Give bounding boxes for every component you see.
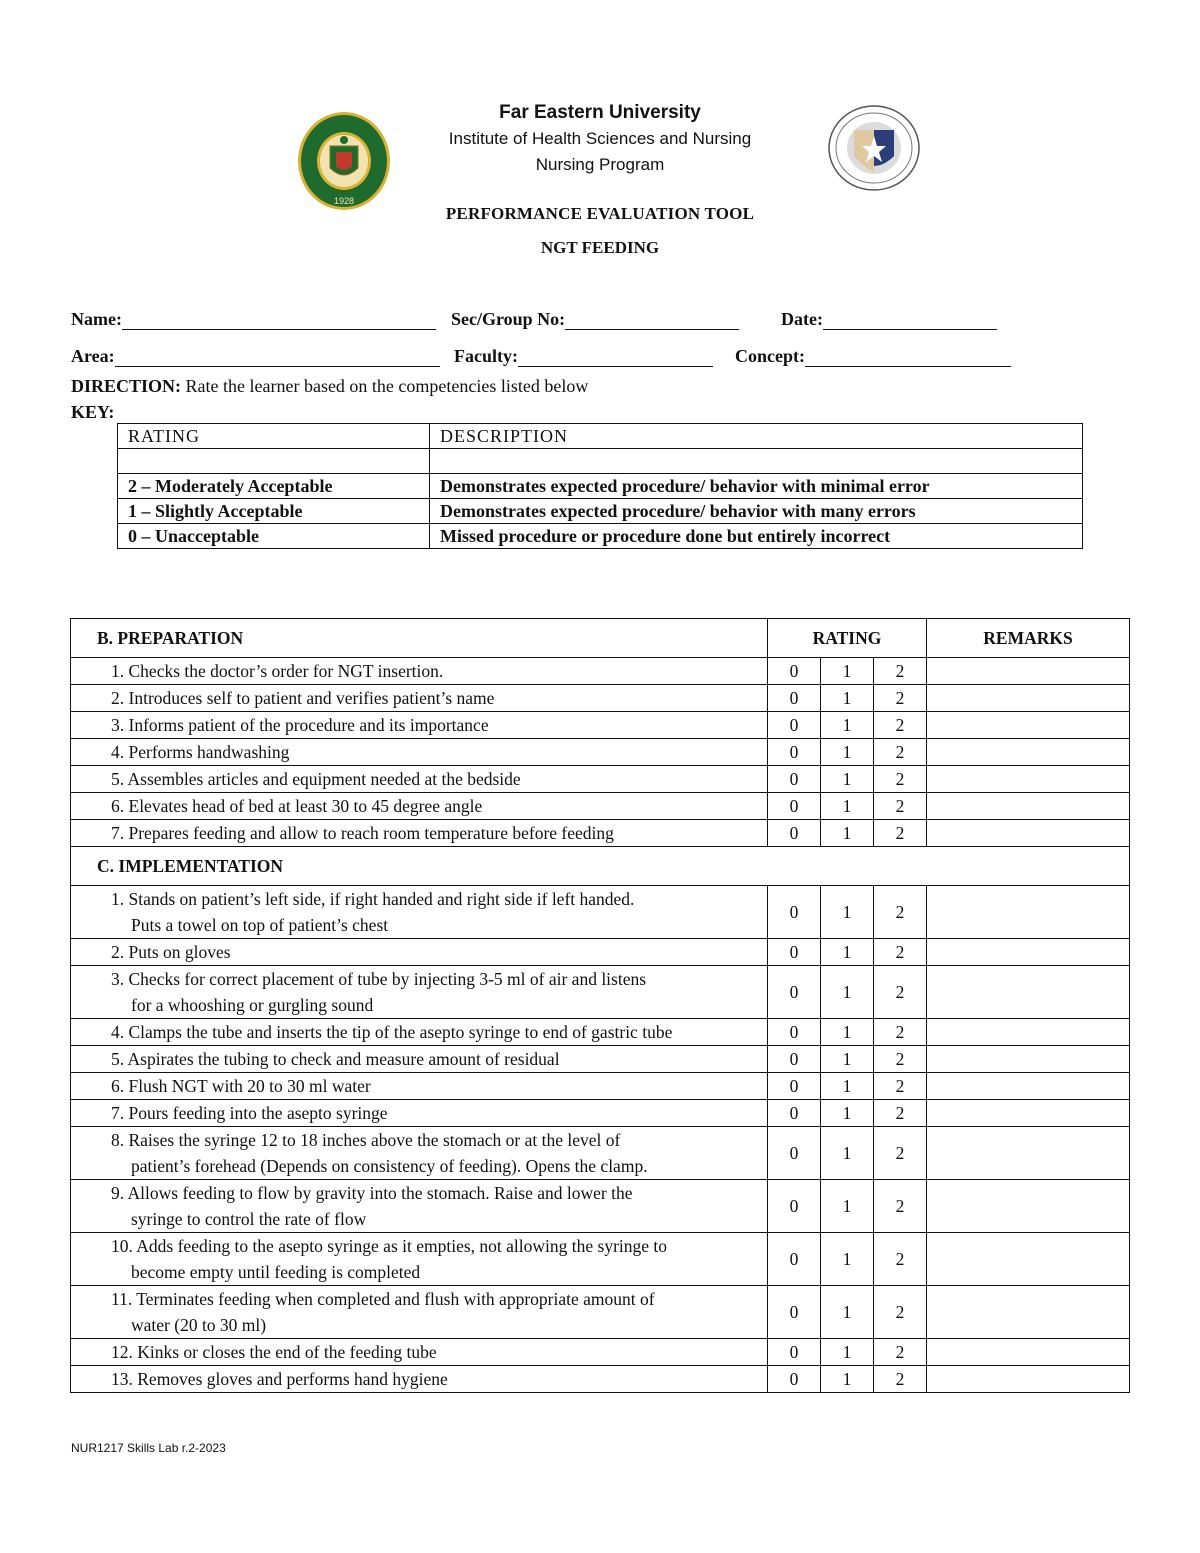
competency-text: 8. Raises the syringe 12 to 18 inches above the stomach or at the level of bbox=[111, 1130, 621, 1150]
score-option-0[interactable]: 0 bbox=[768, 886, 821, 939]
key-rating: 0 – Unacceptable bbox=[118, 524, 430, 549]
table-row bbox=[71, 685, 1130, 712]
name-field[interactable] bbox=[71, 309, 436, 330]
seal-year: 1928 bbox=[333, 196, 355, 206]
table-row bbox=[71, 712, 1130, 739]
section-header-row bbox=[71, 847, 1130, 886]
key-rating: 2 – Moderately Acceptable bbox=[118, 474, 430, 499]
key-row bbox=[118, 499, 1083, 524]
score-option-2[interactable]: 2 bbox=[874, 712, 927, 739]
table-row bbox=[71, 766, 1130, 793]
score-option-2[interactable]: 2 bbox=[874, 820, 927, 847]
key-header-rating: RATING bbox=[118, 424, 430, 449]
competency-item bbox=[71, 658, 768, 685]
competency-text-continued: for a whooshing or gurgling sound bbox=[131, 995, 374, 1015]
competency-item bbox=[71, 1100, 768, 1127]
score-option-1[interactable]: 1 bbox=[821, 1127, 874, 1180]
score-option-0[interactable]: 0 bbox=[768, 1366, 821, 1393]
score-option-0[interactable]: 0 bbox=[768, 658, 821, 685]
faculty-line[interactable] bbox=[518, 348, 713, 367]
remarks-cell[interactable] bbox=[927, 1339, 1130, 1366]
score-option-2[interactable]: 2 bbox=[874, 766, 927, 793]
area-field[interactable] bbox=[71, 346, 440, 367]
competency-item bbox=[71, 1339, 768, 1366]
score-option-1[interactable]: 1 bbox=[821, 820, 874, 847]
score-option-2[interactable]: 2 bbox=[874, 1073, 927, 1100]
score-option-0[interactable]: 0 bbox=[768, 685, 821, 712]
score-option-1[interactable]: 1 bbox=[821, 658, 874, 685]
competency-item bbox=[71, 1046, 768, 1073]
competency-text: 7. Prepares feeding and allow to reach room temperature before feeding bbox=[111, 823, 614, 843]
competency-text-continued: syringe to control the rate of flow bbox=[131, 1209, 367, 1229]
table-row bbox=[71, 1286, 1130, 1339]
score-option-0[interactable]: 0 bbox=[768, 1100, 821, 1127]
table-row bbox=[71, 1339, 1130, 1366]
table-row bbox=[71, 1100, 1130, 1127]
key-description: Demonstrates expected procedure/ behavior with many errors bbox=[430, 499, 1083, 524]
direction-text bbox=[71, 376, 588, 397]
university-name: Far Eastern University bbox=[499, 102, 701, 123]
direction-label: DIRECTION: bbox=[71, 376, 182, 396]
competency-item bbox=[71, 1180, 768, 1233]
score-option-2[interactable]: 2 bbox=[874, 739, 927, 766]
name-line[interactable] bbox=[122, 311, 436, 330]
sec-group-field[interactable] bbox=[451, 309, 739, 330]
competency-text: 13. Removes gloves and performs hand hygiene bbox=[111, 1369, 448, 1389]
score-option-0[interactable]: 0 bbox=[768, 1180, 821, 1233]
remarks-cell[interactable] bbox=[927, 1366, 1130, 1393]
score-option-0[interactable]: 0 bbox=[768, 766, 821, 793]
competency-item bbox=[71, 1286, 768, 1339]
key-row bbox=[118, 449, 1083, 474]
remarks-cell[interactable] bbox=[927, 886, 1130, 939]
remarks-cell[interactable] bbox=[927, 820, 1130, 847]
program-name: Nursing Program bbox=[535, 155, 665, 174]
rating-header: RATING bbox=[768, 619, 927, 658]
remarks-cell[interactable] bbox=[927, 766, 1130, 793]
competency-text: 9. Allows feeding to flow by gravity into the stomach. Raise and lower the bbox=[111, 1183, 633, 1203]
area-line[interactable] bbox=[115, 348, 440, 367]
score-option-2[interactable]: 2 bbox=[874, 1100, 927, 1127]
score-option-0[interactable]: 0 bbox=[768, 1286, 821, 1339]
competency-item bbox=[71, 1233, 768, 1286]
key-description: Demonstrates expected procedure/ behavior with minimal error bbox=[430, 474, 1083, 499]
date-label: Date: bbox=[781, 309, 823, 329]
score-option-1[interactable]: 1 bbox=[821, 1073, 874, 1100]
document-title: PERFORMANCE EVALUATION TOOL bbox=[445, 204, 755, 223]
remarks-cell[interactable] bbox=[927, 1286, 1130, 1339]
remarks-cell[interactable] bbox=[927, 712, 1130, 739]
competency-text: 6. Elevates head of bed at least 30 to 45 degree angle bbox=[111, 796, 483, 816]
competency-item bbox=[71, 712, 768, 739]
key-label: KEY: bbox=[71, 402, 115, 422]
remarks-cell[interactable] bbox=[927, 793, 1130, 820]
area-label: Area: bbox=[71, 346, 115, 366]
competency-text: 1. Checks the doctor’s order for NGT insertion. bbox=[111, 661, 444, 681]
score-option-2[interactable]: 2 bbox=[874, 793, 927, 820]
competency-text: 10. Adds feeding to the asepto syringe as it empties, not allowing the syringe to bbox=[111, 1236, 668, 1256]
table-row bbox=[71, 658, 1130, 685]
competency-text: 4. Clamps the tube and inserts the tip of the asepto syringe to end of gastric tube bbox=[111, 1022, 673, 1042]
score-option-2[interactable]: 2 bbox=[874, 1339, 927, 1366]
score-option-0[interactable]: 0 bbox=[768, 1339, 821, 1366]
competency-text: 5. Assembles articles and equipment needed at the bedside bbox=[111, 769, 521, 789]
score-option-0[interactable]: 0 bbox=[768, 1127, 821, 1180]
score-option-2[interactable]: 2 bbox=[874, 1019, 927, 1046]
score-option-0[interactable]: 0 bbox=[768, 820, 821, 847]
remarks-cell[interactable] bbox=[927, 685, 1130, 712]
rating-key-table bbox=[117, 423, 1083, 549]
key-rating: 1 – Slightly Acceptable bbox=[118, 499, 430, 524]
key-description bbox=[430, 449, 1083, 474]
competency-text: 2. Puts on gloves bbox=[111, 942, 231, 962]
section-title: C. IMPLEMENTATION bbox=[71, 847, 1130, 886]
competency-text: 12. Kinks or closes the end of the feeding tube bbox=[111, 1342, 437, 1362]
competency-item bbox=[71, 793, 768, 820]
name-label: Name: bbox=[71, 309, 122, 329]
score-option-2[interactable]: 2 bbox=[874, 1127, 927, 1180]
footer-code: NUR1217 Skills Lab r.2-2023 bbox=[71, 1441, 226, 1455]
faculty-field[interactable] bbox=[454, 346, 713, 367]
date-line[interactable] bbox=[823, 311, 997, 330]
competency-item bbox=[71, 820, 768, 847]
score-option-2[interactable]: 2 bbox=[874, 1180, 927, 1233]
score-option-1[interactable]: 1 bbox=[821, 1019, 874, 1046]
remarks-cell[interactable] bbox=[927, 966, 1130, 1019]
table-row bbox=[71, 1019, 1130, 1046]
score-option-1[interactable]: 1 bbox=[821, 1366, 874, 1393]
evaluation-table bbox=[70, 618, 1130, 1393]
institute-name: Institute of Health Sciences and Nursing bbox=[448, 129, 752, 148]
concept-field[interactable] bbox=[735, 346, 1011, 367]
score-option-2[interactable]: 2 bbox=[874, 939, 927, 966]
score-option-2[interactable]: 2 bbox=[874, 658, 927, 685]
score-option-1[interactable]: 1 bbox=[821, 739, 874, 766]
section-header-row bbox=[71, 619, 1130, 658]
concept-label: Concept: bbox=[735, 346, 805, 366]
remarks-cell[interactable] bbox=[927, 1100, 1130, 1127]
remarks-cell[interactable] bbox=[927, 1180, 1130, 1233]
remarks-cell[interactable] bbox=[927, 1073, 1130, 1100]
table-row bbox=[71, 820, 1130, 847]
table-row bbox=[71, 966, 1130, 1019]
score-option-1[interactable]: 1 bbox=[821, 712, 874, 739]
table-row bbox=[71, 793, 1130, 820]
competency-item bbox=[71, 739, 768, 766]
score-option-1[interactable]: 1 bbox=[821, 1286, 874, 1339]
direction-body: Rate the learner based on the competencies listed below bbox=[181, 376, 589, 396]
competency-text-continued: become empty until feeding is completed bbox=[131, 1262, 421, 1282]
competency-item bbox=[71, 886, 768, 939]
table-row bbox=[71, 1073, 1130, 1100]
score-option-1[interactable]: 1 bbox=[821, 939, 874, 966]
faculty-label: Faculty: bbox=[454, 346, 518, 366]
competency-item bbox=[71, 1019, 768, 1046]
competency-text: 3. Checks for correct placement of tube by injecting 3-5 ml of air and listens bbox=[111, 969, 647, 989]
key-header-description: DESCRIPTION bbox=[430, 424, 1083, 449]
competency-text: 6. Flush NGT with 20 to 30 ml water bbox=[111, 1076, 371, 1096]
score-option-0[interactable]: 0 bbox=[768, 1073, 821, 1100]
sec-group-line[interactable] bbox=[565, 311, 739, 330]
score-option-1[interactable]: 1 bbox=[821, 1233, 874, 1286]
competency-item bbox=[71, 685, 768, 712]
remarks-header: REMARKS bbox=[927, 619, 1130, 658]
competency-text: 2. Introduces self to patient and verifies patient’s name bbox=[111, 688, 495, 708]
remarks-cell[interactable] bbox=[927, 1019, 1130, 1046]
key-description: Missed procedure or procedure done but entirely incorrect bbox=[430, 524, 1083, 549]
remarks-cell[interactable] bbox=[927, 1127, 1130, 1180]
remarks-cell[interactable] bbox=[927, 1046, 1130, 1073]
score-option-1[interactable]: 1 bbox=[821, 766, 874, 793]
score-option-1[interactable]: 1 bbox=[821, 886, 874, 939]
score-option-0[interactable]: 0 bbox=[768, 739, 821, 766]
table-row bbox=[71, 1127, 1130, 1180]
remarks-cell[interactable] bbox=[927, 658, 1130, 685]
competency-item bbox=[71, 939, 768, 966]
score-option-2[interactable]: 2 bbox=[874, 886, 927, 939]
key-row bbox=[118, 474, 1083, 499]
competency-text-continued: Puts a towel on top of patient’s chest bbox=[131, 915, 389, 935]
competency-text: 5. Aspirates the tubing to check and measure amount of residual bbox=[111, 1049, 560, 1069]
score-option-2[interactable]: 2 bbox=[874, 966, 927, 1019]
score-option-1[interactable]: 1 bbox=[821, 1046, 874, 1073]
score-option-2[interactable]: 2 bbox=[874, 1233, 927, 1286]
section-title: B. PREPARATION bbox=[71, 619, 768, 658]
competency-text-continued: water (20 to 30 ml) bbox=[131, 1315, 267, 1335]
score-option-2[interactable]: 2 bbox=[874, 1286, 927, 1339]
key-row bbox=[118, 524, 1083, 549]
remarks-cell[interactable] bbox=[927, 1233, 1130, 1286]
score-option-0[interactable]: 0 bbox=[768, 939, 821, 966]
remarks-cell[interactable] bbox=[927, 739, 1130, 766]
concept-line[interactable] bbox=[805, 348, 1011, 367]
score-option-0[interactable]: 0 bbox=[768, 1233, 821, 1286]
competency-text: 7. Pours feeding into the asepto syringe bbox=[111, 1103, 388, 1123]
competency-item bbox=[71, 766, 768, 793]
score-option-1[interactable]: 1 bbox=[821, 1180, 874, 1233]
date-field[interactable] bbox=[781, 309, 997, 330]
competency-item bbox=[71, 1366, 768, 1393]
competency-text: 4. Performs handwashing bbox=[111, 742, 290, 762]
score-option-0[interactable]: 0 bbox=[768, 1046, 821, 1073]
score-option-2[interactable]: 2 bbox=[874, 1366, 927, 1393]
score-option-2[interactable]: 2 bbox=[874, 1046, 927, 1073]
score-option-1[interactable]: 1 bbox=[821, 685, 874, 712]
table-row bbox=[71, 939, 1130, 966]
competency-text-continued: patient’s forehead (Depends on consistency of feeding). Opens the clamp. bbox=[131, 1156, 648, 1176]
score-option-0[interactable]: 0 bbox=[768, 966, 821, 1019]
table-row bbox=[71, 886, 1130, 939]
competency-item bbox=[71, 1127, 768, 1180]
score-option-1[interactable]: 1 bbox=[821, 1100, 874, 1127]
score-option-1[interactable]: 1 bbox=[821, 966, 874, 1019]
score-option-1[interactable]: 1 bbox=[821, 793, 874, 820]
table-row bbox=[71, 1233, 1130, 1286]
remarks-cell[interactable] bbox=[927, 939, 1130, 966]
score-option-1[interactable]: 1 bbox=[821, 1339, 874, 1366]
competency-item bbox=[71, 1073, 768, 1100]
document-subtitle: NGT FEEDING bbox=[540, 238, 660, 257]
score-option-0[interactable]: 0 bbox=[768, 1019, 821, 1046]
table-row bbox=[71, 1180, 1130, 1233]
competency-item bbox=[71, 966, 768, 1019]
key-rating bbox=[118, 449, 430, 474]
score-option-2[interactable]: 2 bbox=[874, 685, 927, 712]
competency-text: 1. Stands on patient’s left side, if right handed and right side if left handed. bbox=[111, 889, 635, 909]
sec-group-label: Sec/Group No: bbox=[451, 309, 566, 329]
table-row bbox=[71, 1366, 1130, 1393]
table-row bbox=[71, 1046, 1130, 1073]
score-option-0[interactable]: 0 bbox=[768, 793, 821, 820]
competency-text: 11. Terminates feeding when completed and flush with appropriate amount of bbox=[111, 1289, 655, 1309]
score-option-0[interactable]: 0 bbox=[768, 712, 821, 739]
competency-text: 3. Informs patient of the procedure and its importance bbox=[111, 715, 489, 735]
key-header-row bbox=[118, 424, 1083, 449]
institution-header bbox=[0, 100, 1200, 178]
table-row bbox=[71, 739, 1130, 766]
